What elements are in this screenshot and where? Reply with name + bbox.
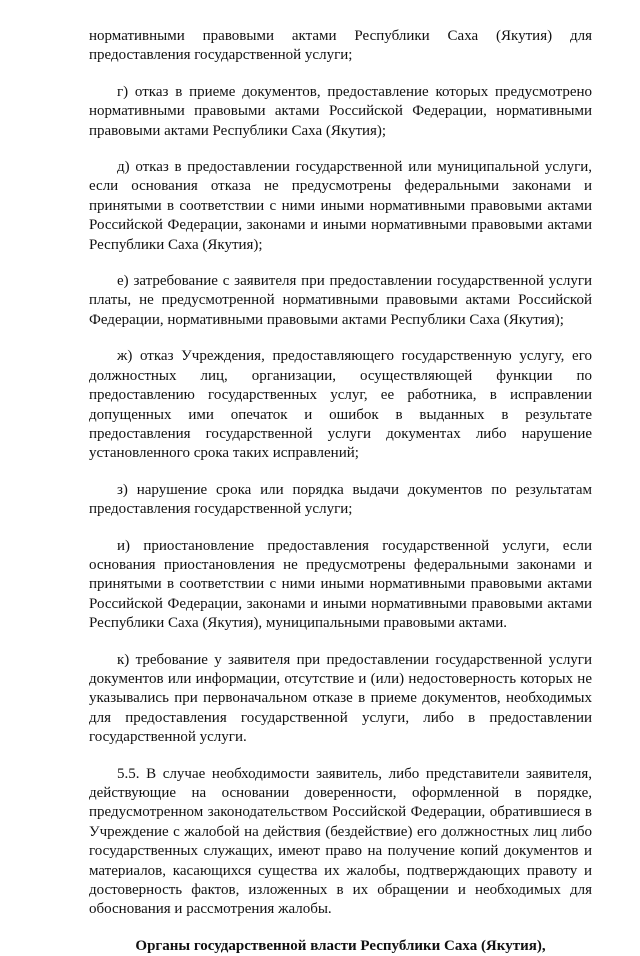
paragraph-continuation: нормативными правовыми актами Республики Саха (Якутия) для предоставления государственной услуги; — [89, 28, 592, 64]
paragraph-item-k: к) требование у заявителя при предоставлении государственной услуги документов или информации, отсутствие и (или) недостоверность которых не указывались при первоначальном отказе в приеме документов, необходимых для предоставления государственной услуги, либо в предоставлении государственной услуги. — [89, 651, 592, 746]
paragraph-5-5: 5.5. В случае необходимости заявитель, либо представители заявителя, действующие на основании доверенности, оформленной в порядке, предусмотренном законодательством Российской Федерации, обратившиеся в Учреждение с жалобой на действия (бездействие) его должностных лиц либо государственных служащих, имеют право на получение копий документов и материалов, касающихся существа их жалобы, подтверждающих правоту и достоверность фактов, изложенных в их обращении и необходимых для обоснования и рассмотрения жалобы. — [89, 765, 592, 918]
paragraph-item-zh: ж) отказ Учреждения, предоставляющего государственную услугу, его должностных лиц, организации, осуществляющей функции по предоставлению государственных услуг, ее работника, в исправлении допущенных ими опечаток и ошибок в выданных в результате предоставления государственной услуги документах либо нарушение установленного срока таких исправлений; — [89, 348, 592, 462]
paragraph-item-e: е) затребование с заявителя при предоставлении государственной услуги платы, не предусмотренной нормативными правовыми актами Российской Федерации, нормативными правовыми актами Республики Саха (Якутия); — [89, 273, 592, 328]
paragraph-item-g: г) отказ в приеме документов, предоставление которых предусмотрено нормативными правовыми актами Российской Федерации, нормативными правовыми актами Республики Саха (Якутия); — [89, 83, 592, 139]
section-heading: Органы государственной власти Республики Саха (Якутия), — [135, 937, 546, 954]
paragraph-item-d: д) отказ в предоставлении государственной или муниципальной услуги, если основания отказа не предусмотрены федеральными законами и принятыми в соответствии с ними иными нормативными правовыми актами Российской Федерации, законами и иными нормативными правовыми актами Республики Саха (Якутия); — [89, 159, 592, 253]
paragraph-item-z: з) нарушение срока или порядка выдачи документов по результатам предоставления государственной услуги; — [89, 481, 592, 518]
paragraph-item-i: и) приостановление предоставления государственной услуги, если основания приостановления не предусмотрены федеральными законами и принятыми в соответствии с ними иными нормативными правовыми актами Российской Федерации, законами и иными нормативными правовыми актами Республики Саха (Якутия), муниципальными правовыми актами. — [89, 537, 592, 632]
document-body — [89, 27, 592, 956]
